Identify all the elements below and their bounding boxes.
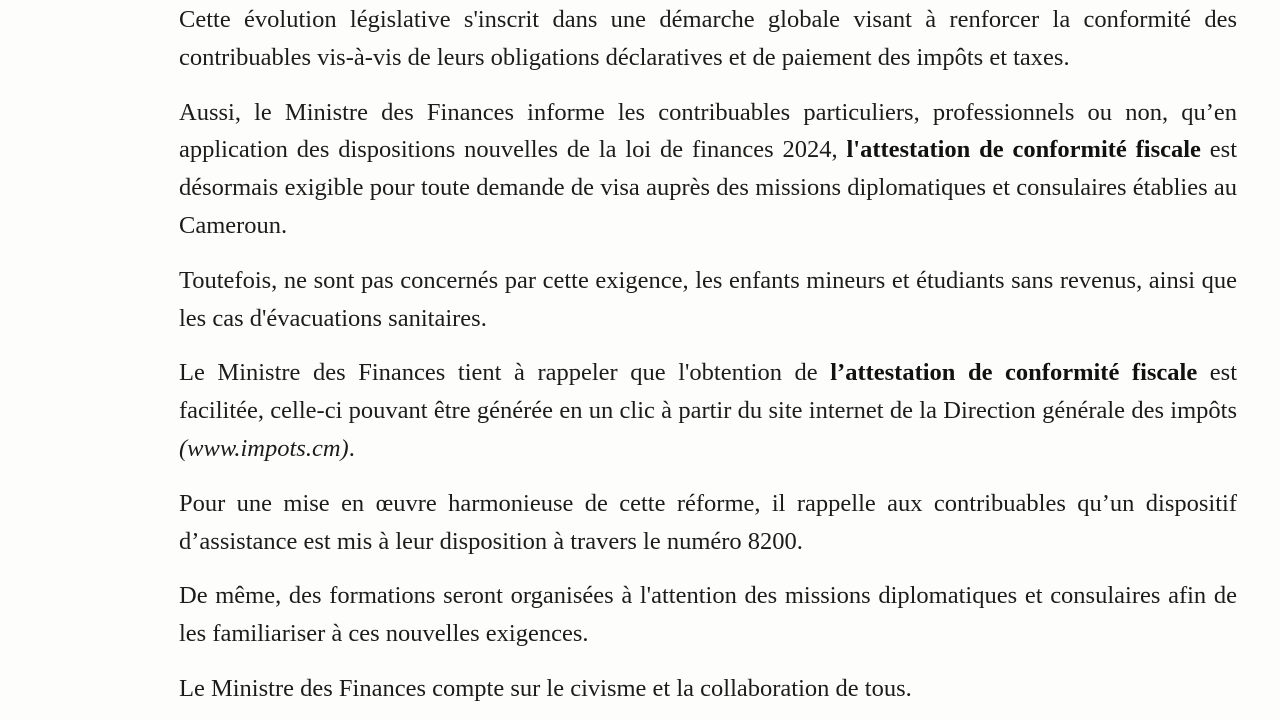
website-reference: (www.impots.cm) <box>179 434 349 462</box>
paragraph-text: Cette évolution législative s'inscrit dans une démarche globale visant à renforcer la conformité des contribuables vis-à-vis de leurs obligations déclaratives et de paiement des impôts et taxes. <box>179 6 1237 71</box>
paragraph-text-end: . <box>348 434 355 462</box>
paragraph-visa-requirement <box>179 94 1237 245</box>
paragraph-text-start: Le Ministre des Finances tient à rappeler que l'obtention de <box>179 359 831 387</box>
paragraph-trainings <box>179 577 1237 653</box>
paragraph-text: Toutefois, ne sont pas concernés par cette exigence, les enfants mineurs et étudiants sans revenus, ainsi que les cas d'évacuations sanitaires. <box>179 266 1237 332</box>
paragraph-text: Pour une mise en œuvre harmonieuse de cette réforme, il rappelle aux contribuables qu’un dispositif d’assistance est mis à leur disposition à travers le numéro 8200. <box>179 489 1237 555</box>
document-body <box>179 0 1237 720</box>
paragraph-closing <box>179 670 1237 708</box>
paragraph-assistance <box>179 485 1237 561</box>
paragraph-legislative-evolution <box>179 1 1237 77</box>
bold-term-attestation: l’attestation de conformité fiscale <box>830 359 1198 387</box>
paragraph-text-end: est désormais exigible pour toute demande de visa auprès des missions diplomatiques et consulaires établies au Cameroun. <box>179 136 1237 239</box>
paragraph-text: Le Ministre des Finances compte sur le civisme et la collaboration de tous. <box>179 674 912 702</box>
paragraph-text-start: Aussi, le Ministre des Finances informe les contribuables particuliers, professionnels ou non, qu’en application des dispositions nouvelles de la loi de finances 2024, <box>179 98 1237 164</box>
paragraph-text: De même, des formations seront organisées à l'attention des missions diplomatiques et consulaires afin de les familiariser à ces nouvelles exigences. <box>179 582 1237 648</box>
bold-term-attestation: l'attestation de conformité fiscale <box>846 136 1201 164</box>
paragraph-text-middle: est facilitée, celle-ci pouvant être générée en un clic à partir du site internet de la Direction générale des impôts <box>179 359 1238 425</box>
paragraph-exemptions <box>179 262 1237 338</box>
paragraph-obtaining-attestation <box>179 354 1237 467</box>
